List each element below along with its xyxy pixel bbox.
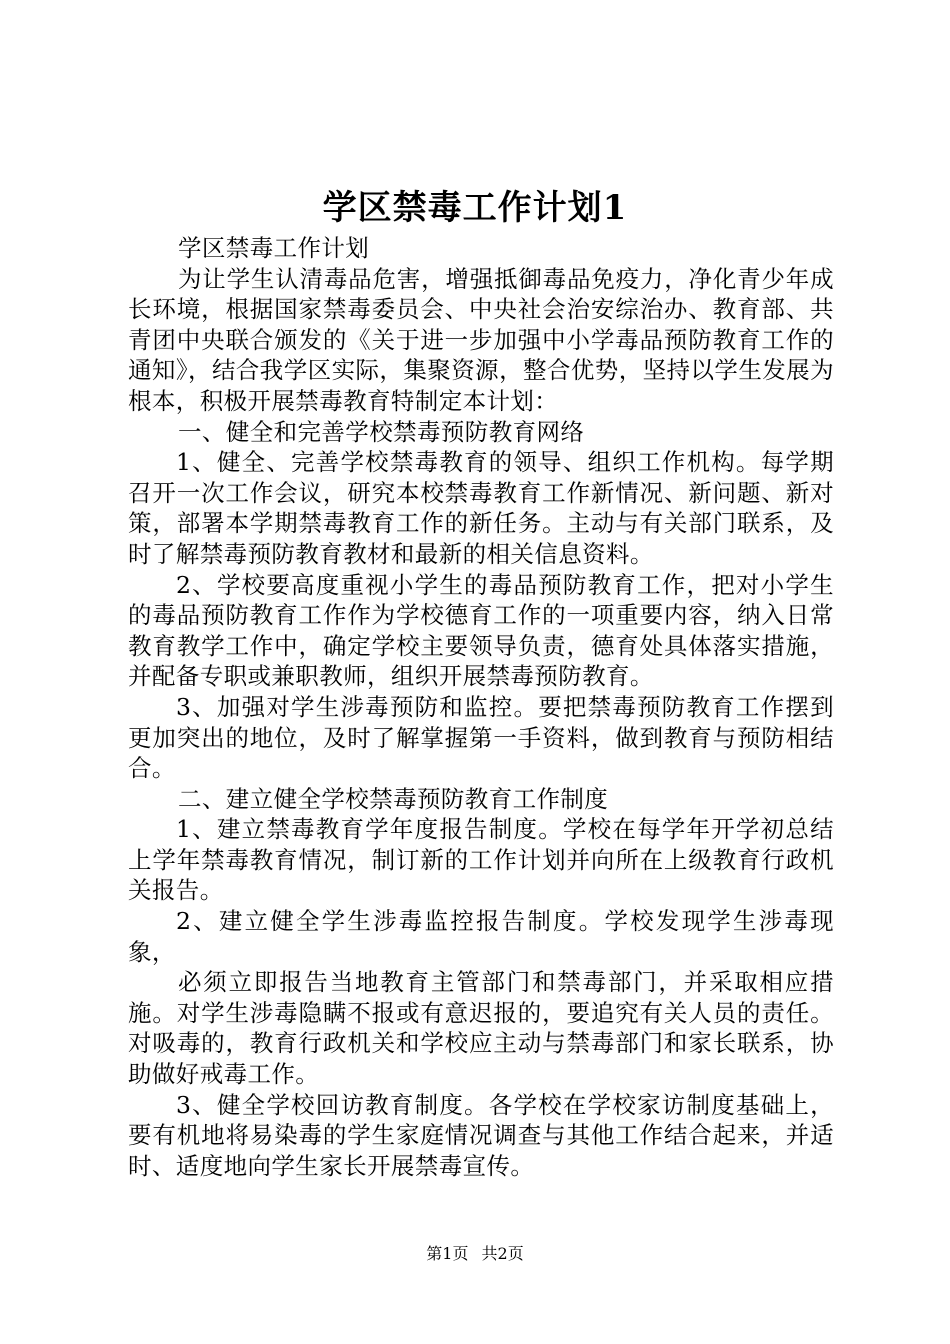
paragraph: 1、健全、完善学校禁毒教育的领导、组织工作机构。每学期召开一次工作会议，研究本校禁毒教育工作新情况、新问题、新对策，部署本学期禁毒教育工作的新任务。主动与有关部门联系，及时了解禁毒预防教育教材和最新的相关信息资料。 — [128, 448, 834, 568]
page-number: 第1页 — [426, 1244, 469, 1263]
page-footer — [0, 1244, 950, 1264]
section-heading: 二、建立健全学校禁毒预防教育工作制度 — [178, 784, 609, 813]
paragraph: 必须立即报告当地教育主管部门和禁毒部门，并采取相应措施。对学生涉毒隐瞒不报或有意迟报的，要追究有关人员的责任。对吸毒的，教育行政机关和学校应主动与禁毒部门和家长联系，协助做好戒毒工作。 — [128, 968, 834, 1089]
document-title: 学区禁毒工作计划1 — [322, 188, 628, 228]
paragraph: 2、建立健全学生涉毒监控报告制度。学校发现学生涉毒现象， — [128, 907, 834, 966]
paragraph: 2、学校要高度重视小学生的毒品预防教育工作，把对小学生的毒品预防教育工作作为学校德育工作的一项重要内容，纳入日常教育教学工作中，确定学校主要领导负责，德育处具体落实措施，并配备专职或兼职教师，组织开展禁毒预防教育。 — [128, 570, 834, 691]
page-total: 共2页 — [481, 1244, 524, 1263]
document-body — [128, 233, 834, 1181]
paragraph: 1、建立禁毒教育学年度报告制度。学校在每学年开学初总结上学年禁毒教育情况，制订新的工作计划并向所在上级教育行政机关报告。 — [128, 815, 834, 905]
paragraph: 3、健全学校回访教育制度。各学校在学校家访制度基础上，要有机地将易染毒的学生家庭情况调查与其他工作结合起来，并适时、适度地向学生家长开展禁毒宣传。 — [128, 1090, 834, 1180]
paragraph: 为让学生认清毒品危害，增强抵御毒品免疫力，净化青少年成长环境，根据国家禁毒委员会、中央社会治安综治办、教育部、共青团中央联合颁发的《关于进一步加强中小学毒品预防教育工作的通知》，结合我学区实际，集聚资源，整合优势，坚持以学生发展为根本，积极开展禁毒教育特制定本计划： — [128, 264, 834, 415]
paragraph: 学区禁毒工作计划 — [178, 234, 370, 262]
section-heading: 一、健全和完善学校禁毒预防教育网络 — [178, 417, 585, 446]
paragraph: 3、加强对学生涉毒预防和监控。要把禁毒预防教育工作摆到更加突出的地位，及时了解掌握第一手资料，做到教育与预防相结合。 — [128, 692, 834, 783]
